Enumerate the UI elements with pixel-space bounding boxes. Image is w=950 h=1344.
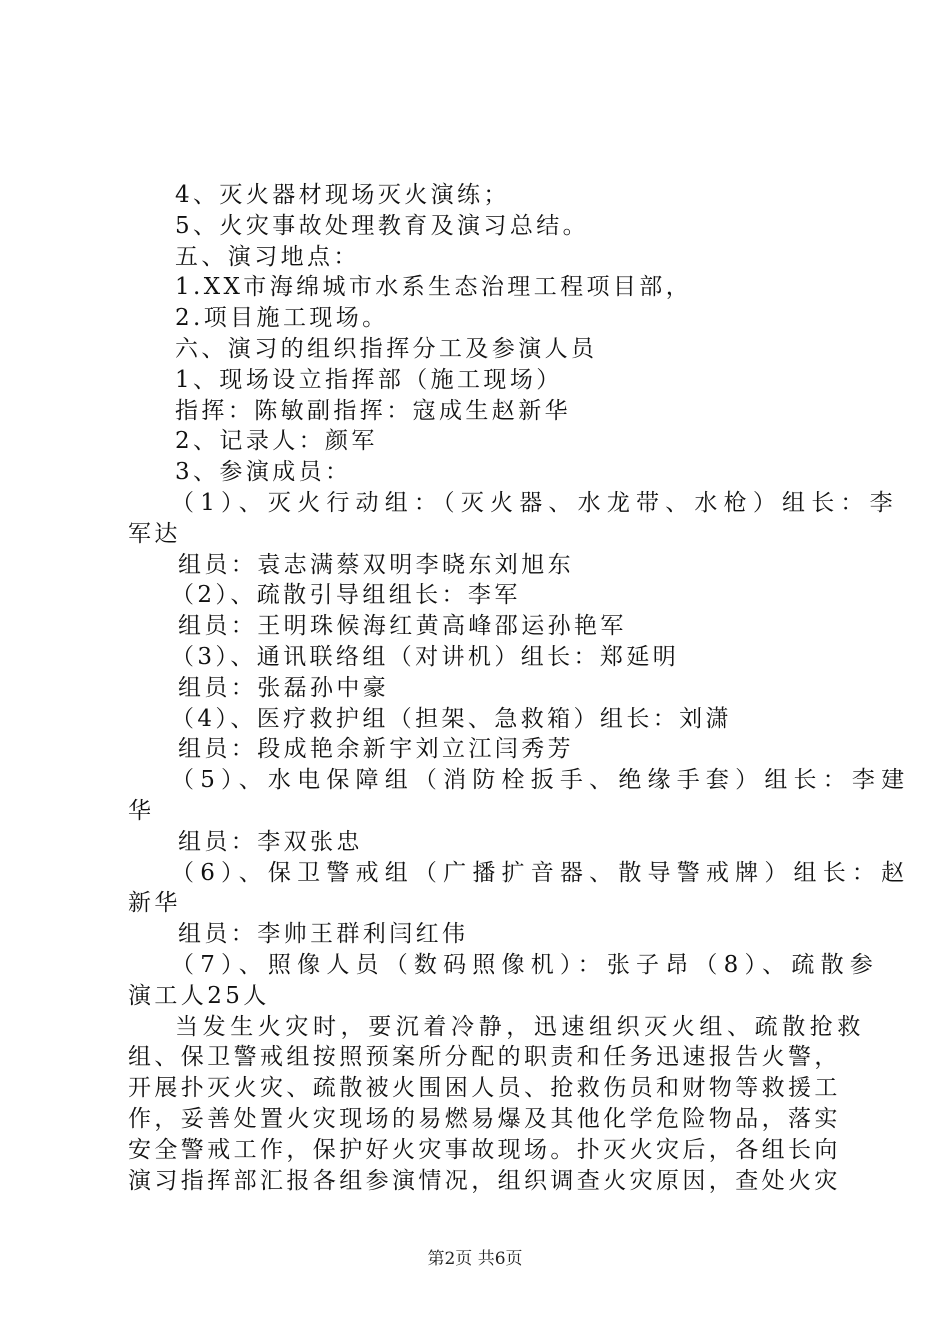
text-line: 军达 xyxy=(128,520,181,547)
text-line: 5、火灾事故处理教育及演习总结。 xyxy=(175,212,590,239)
member-line: 组员：段成艳余新宇刘立江闫秀芳 xyxy=(178,736,574,763)
text-line: 1.XX市海绵城市水系生态治理工程项目部， xyxy=(175,274,693,301)
document-body xyxy=(128,180,911,1196)
paragraph-line: 当发生火灾时，要沉着冷静，迅速组织灭火组、疏散抢救 xyxy=(175,1013,865,1040)
section-heading: 六、演习的组织指挥分工及参演人员 xyxy=(175,335,598,362)
group-line: （2）、疏散引导组组长：李军 xyxy=(171,582,521,609)
paragraph-line: 作，妥善处置火灾现场的易燃易爆及其他化学危险物品，落实 xyxy=(128,1105,841,1132)
text-line: 2.项目施工现场。 xyxy=(175,305,389,332)
text-line: 演工人25人 xyxy=(128,982,270,1009)
paragraph-line: 开展扑灭火灾、疏散被火围困人员、抢救伤员和财物等救援工 xyxy=(128,1075,841,1102)
member-line: 组员：李双张忠 xyxy=(178,828,363,855)
paragraph-line: 安全警戒工作，保护好火灾事故现场。扑灭火灾后，各组长向 xyxy=(128,1136,841,1163)
member-line: 组员：张磊孙中豪 xyxy=(178,674,390,701)
text-line: 3、参演成员： xyxy=(175,459,352,486)
group-line: （6）、保卫警戒组（广播扩音器、散导警戒牌）组长：赵 xyxy=(171,859,911,886)
section-heading: 五、演习地点： xyxy=(175,243,360,270)
group-line: （1）、灭火行动组：（灭火器、水龙带、水枪）组长：李 xyxy=(171,489,899,516)
paragraph-line: 组、保卫警戒组按照预案所分配的职责和任务迅速报告火警， xyxy=(128,1044,841,1071)
member-line: 组员：李帅王群利闫红伟 xyxy=(178,921,469,948)
group-line: （3）、通讯联络组（对讲机）组长：郑延明 xyxy=(171,643,680,670)
text-line: 新华 xyxy=(128,890,181,917)
text-line: 2、记录人：颜军 xyxy=(175,428,378,455)
group-line: （5）、水电保障组（消防栓扳手、绝缘手套）组长：李建 xyxy=(171,767,911,794)
paragraph-line: 演习指挥部汇报各组参演情况，组织调查火灾原因，查处火灾 xyxy=(128,1167,841,1194)
text-line: 1、现场设立指挥部（施工现场） xyxy=(175,366,563,393)
group-line: （7）、照像人员（数码照像机）：张子昂（8）、疏散参 xyxy=(171,951,879,978)
page-footer: 第2页 共6页 xyxy=(427,1249,523,1269)
text-line: 指挥：陈敏副指挥：寇成生赵新华 xyxy=(175,397,571,424)
text-line: 4、灭火器材现场灭火演练； xyxy=(175,182,510,208)
group-line: （4）、医疗救护组（担架、急救箱）组长：刘潇 xyxy=(171,705,732,732)
member-line: 组员：袁志满蔡双明李晓东刘旭东 xyxy=(178,551,574,578)
member-line: 组员：王明珠候海红黄高峰邵运孙艳军 xyxy=(178,613,627,640)
text-line: 华 xyxy=(128,797,155,824)
